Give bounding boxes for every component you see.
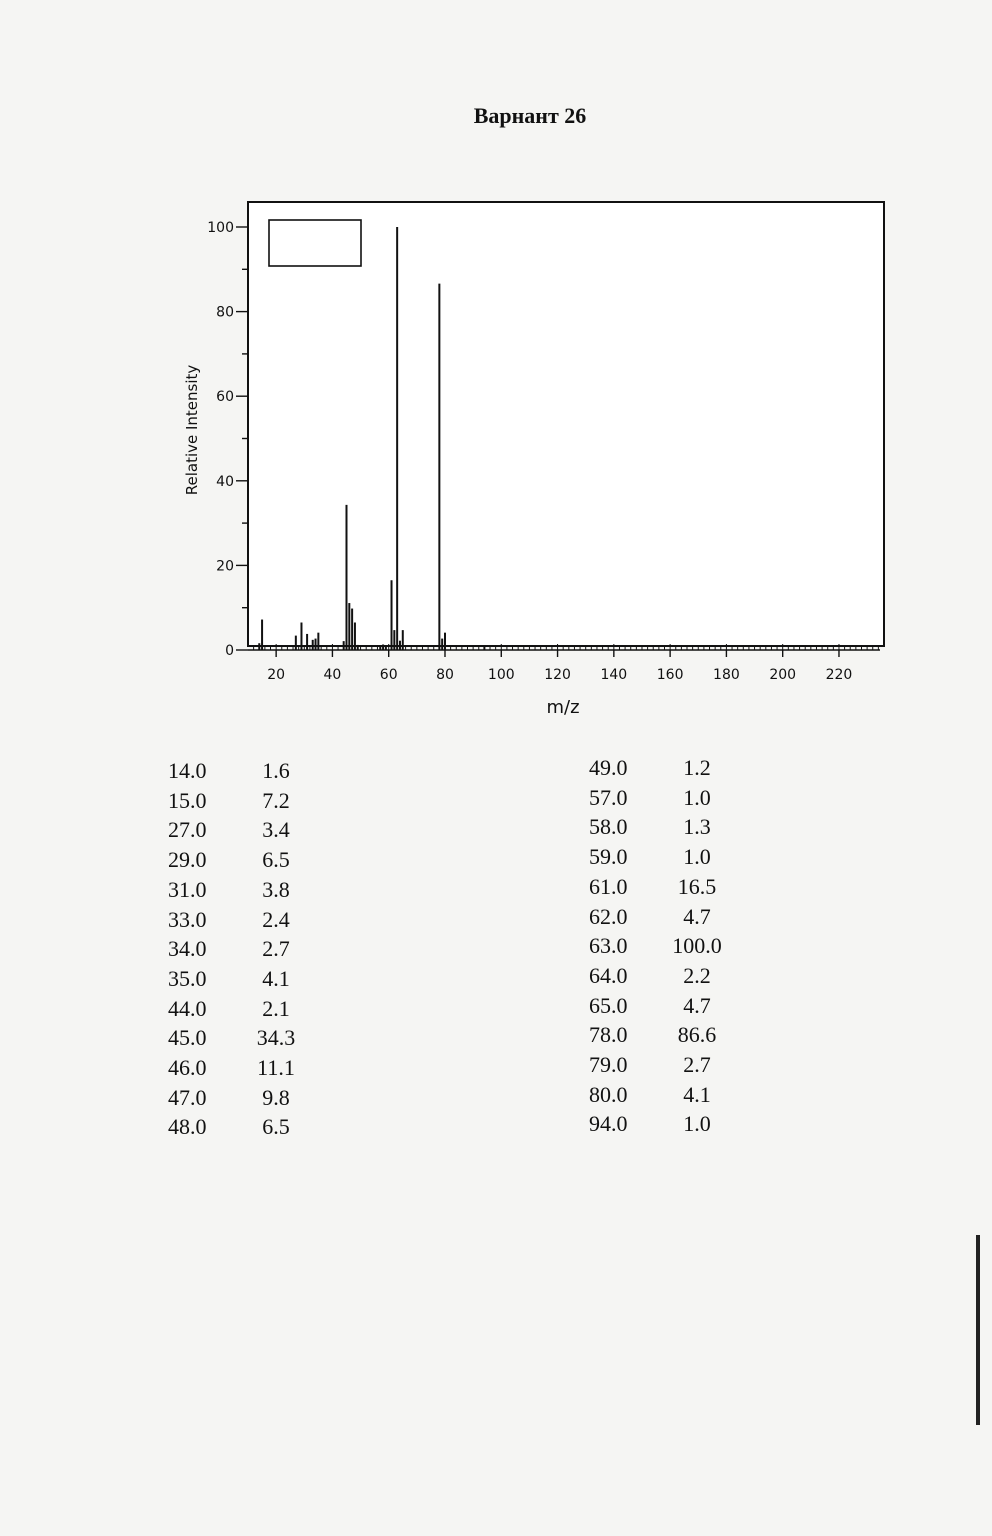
x-tick-label: 40 xyxy=(323,667,342,683)
mz-value: 58.0 xyxy=(589,814,628,840)
mz-value: 14.0 xyxy=(168,758,207,783)
intensity-value: 6.5 xyxy=(262,847,290,873)
intensity-value: 1.0 xyxy=(683,844,711,870)
peak-row xyxy=(168,786,306,816)
intensity-value: 2.2 xyxy=(683,962,711,988)
peak-row xyxy=(589,812,727,842)
intensity-value: 3.8 xyxy=(262,876,290,902)
y-axis-label: Relative Intensity xyxy=(183,364,201,496)
intensity-value: 1.0 xyxy=(683,1111,711,1137)
mz-value: 57.0 xyxy=(589,784,628,810)
mz-value: 35.0 xyxy=(168,965,207,991)
mz-value: 49.0 xyxy=(589,755,628,780)
peak-row xyxy=(168,1083,306,1113)
peak-row xyxy=(589,1020,727,1050)
mz-value: 94.0 xyxy=(589,1111,628,1137)
mz-value: 29.0 xyxy=(168,847,207,873)
intensity-value: 86.6 xyxy=(677,1022,717,1048)
peak-row xyxy=(589,902,727,932)
mz-value: 61.0 xyxy=(589,873,628,899)
y-tick-label: 0 xyxy=(225,643,234,659)
mz-value: 33.0 xyxy=(168,906,207,932)
intensity-value: 9.8 xyxy=(262,1084,290,1110)
x-tick-label: 120 xyxy=(544,667,571,683)
mz-value: 47.0 xyxy=(168,1084,207,1110)
mz-value: 46.0 xyxy=(168,1055,207,1081)
intensity-value: 2.7 xyxy=(683,1052,711,1078)
mz-value: 62.0 xyxy=(589,903,628,929)
mz-value: 15.0 xyxy=(168,787,207,813)
peak-row xyxy=(589,753,727,783)
mz-value: 48.0 xyxy=(168,1114,207,1140)
mz-value: 79.0 xyxy=(589,1052,628,1078)
intensity-value: 11.1 xyxy=(257,1055,295,1081)
x-tick-label: 160 xyxy=(656,667,684,683)
intensity-value: 3.4 xyxy=(262,817,290,843)
intensity-value: 7.2 xyxy=(262,787,290,813)
x-tick-label: 60 xyxy=(379,667,398,683)
intensity-value: 2.7 xyxy=(262,936,290,962)
mz-value: 27.0 xyxy=(168,817,207,843)
intensity-value: 1.3 xyxy=(683,814,711,840)
x-axis-label: m/z xyxy=(546,697,580,718)
x-tick-label: 100 xyxy=(487,667,515,683)
x-tick-label: 80 xyxy=(436,667,454,683)
peak-row xyxy=(589,1109,727,1139)
intensity-value: 16.5 xyxy=(677,873,717,899)
peak-row xyxy=(589,931,727,961)
intensity-value: 1.2 xyxy=(683,755,711,780)
x-tick-label: 220 xyxy=(825,667,853,683)
peak-row xyxy=(589,991,727,1021)
mz-value: 44.0 xyxy=(168,995,207,1021)
y-tick-label: 40 xyxy=(216,473,234,490)
peak-row xyxy=(168,905,306,935)
y-tick-label: 60 xyxy=(216,389,234,406)
intensity-value: 34.3 xyxy=(256,1025,296,1051)
mz-value: 65.0 xyxy=(589,992,628,1018)
mz-value: 78.0 xyxy=(589,1022,628,1048)
peak-row xyxy=(589,842,727,872)
mz-value: 45.0 xyxy=(168,1025,207,1051)
peak-row xyxy=(168,815,306,845)
peak-row xyxy=(168,934,306,964)
peak-row xyxy=(589,872,727,902)
intensity-value: 4.7 xyxy=(683,992,711,1018)
peak-row xyxy=(589,783,727,813)
mz-value: 64.0 xyxy=(589,962,628,988)
mass-spectrum-chart xyxy=(0,0,992,730)
peak-row xyxy=(168,845,306,875)
mz-value: 31.0 xyxy=(168,876,207,902)
mz-value: 63.0 xyxy=(589,933,628,959)
y-tick-label: 20 xyxy=(216,558,234,575)
peak-row xyxy=(168,756,306,786)
mz-value: 34.0 xyxy=(168,936,207,962)
mz-value: 59.0 xyxy=(589,844,628,870)
x-tick-label: 20 xyxy=(267,667,286,683)
peak-row xyxy=(589,1050,727,1080)
peak-row xyxy=(168,1112,306,1142)
scan-edge-mark xyxy=(976,1235,980,1425)
intensity-value: 100.0 xyxy=(672,933,722,959)
peak-row xyxy=(168,1053,306,1083)
peak-table-right xyxy=(589,753,727,1139)
intensity-value: 4.1 xyxy=(262,965,290,991)
peak-row xyxy=(589,1080,727,1110)
x-tick-label: 200 xyxy=(769,667,797,683)
peak-row xyxy=(168,994,306,1024)
peak-row xyxy=(168,1023,306,1053)
x-tick-label: 180 xyxy=(713,667,740,683)
page-title: Варнант 26 xyxy=(473,103,587,128)
peak-row xyxy=(168,875,306,905)
plot-frame xyxy=(248,202,884,646)
y-tick-label: 100 xyxy=(207,220,234,236)
peak-row xyxy=(589,961,727,991)
intensity-value: 2.4 xyxy=(262,906,290,932)
peak-row xyxy=(168,964,306,994)
y-tick-label: 80 xyxy=(216,304,234,321)
x-tick-label: 140 xyxy=(600,667,628,683)
mz-value: 80.0 xyxy=(589,1081,628,1107)
intensity-value: 2.1 xyxy=(262,995,290,1021)
intensity-value: 1.6 xyxy=(262,758,290,783)
intensity-value: 4.7 xyxy=(683,903,711,929)
intensity-value: 4.1 xyxy=(683,1081,711,1107)
intensity-value: 6.5 xyxy=(262,1114,290,1140)
peak-table-left xyxy=(168,756,306,1142)
intensity-value: 1.0 xyxy=(683,784,711,810)
